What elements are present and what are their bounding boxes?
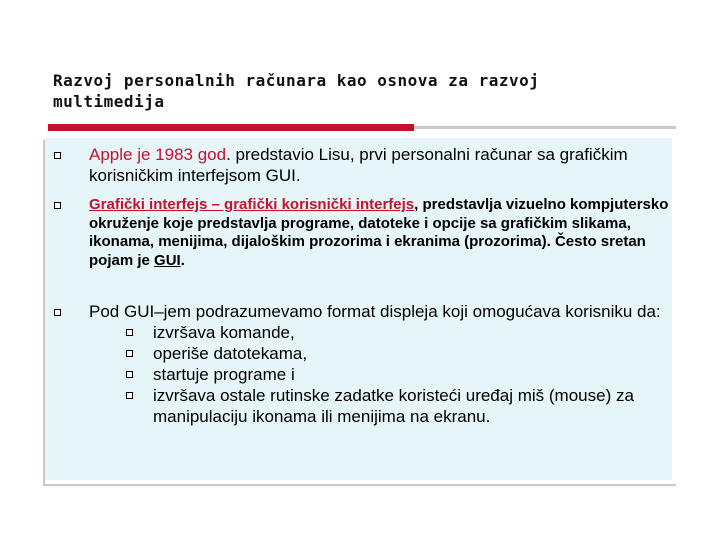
list-item: [89, 196, 669, 270]
bullet-square-icon: [54, 202, 61, 209]
item2-end: .: [180, 251, 185, 269]
sub-list-item: [89, 343, 669, 364]
item2-text: , predstavlja vizuelno kompjutersko okruženje koje predstavlja programe, datoteke i opcije sa grafičkim slikama, ikonama, menijima, dijaloškim prozorima i ekranima (prozorima). Često sretan pojam je: [89, 196, 669, 269]
gui-definition-link[interactable]: Grafički interfejs – grafički korisnički interfejs: [89, 196, 415, 213]
panel-left-border: [43, 140, 45, 485]
bullet-square-icon: [126, 371, 133, 378]
title-underline-rule: [414, 126, 676, 129]
title-line-2: multimedija: [53, 92, 165, 111]
title-line-1: Razvoj personalnih računara kao osnova za razvoj: [53, 71, 540, 90]
bullet-square-icon: [126, 329, 133, 336]
sub-list-item: [89, 322, 669, 343]
slide-title: [53, 70, 673, 112]
sub-list-item: [89, 364, 669, 385]
bullet-square-icon: [126, 350, 133, 357]
gui-term-link[interactable]: GUI: [154, 251, 181, 269]
item1-text: . predstavio Lisu, prvi personalni računar sa grafičkim korisničkim interfejsom GUI.: [89, 145, 628, 185]
bullet-square-icon: [54, 152, 61, 159]
list-item: [89, 301, 669, 427]
panel-bottom-border: [43, 484, 676, 486]
sub-item-text: operiše datotekama,: [153, 344, 308, 363]
sub-item-text: startuje programe i: [153, 365, 295, 384]
item3-intro: Pod GUI–jem podrazumevamo format displeja koji omogućava korisniku da:: [89, 302, 661, 321]
bullet-square-icon: [54, 309, 61, 316]
list-item: [89, 144, 669, 186]
item1-highlight: Apple je 1983 god: [89, 145, 227, 164]
bullet-square-icon: [126, 392, 133, 399]
sub-list-item: [89, 385, 669, 427]
sub-item-text: izvršava komande,: [153, 323, 295, 342]
sub-item-text: izvršava ostale rutinske zadatke koristeći uređaj miš (mouse) za manipulaciju ikonama ili menijima na ekranu.: [153, 386, 634, 426]
title-underline-accent: [48, 124, 414, 131]
